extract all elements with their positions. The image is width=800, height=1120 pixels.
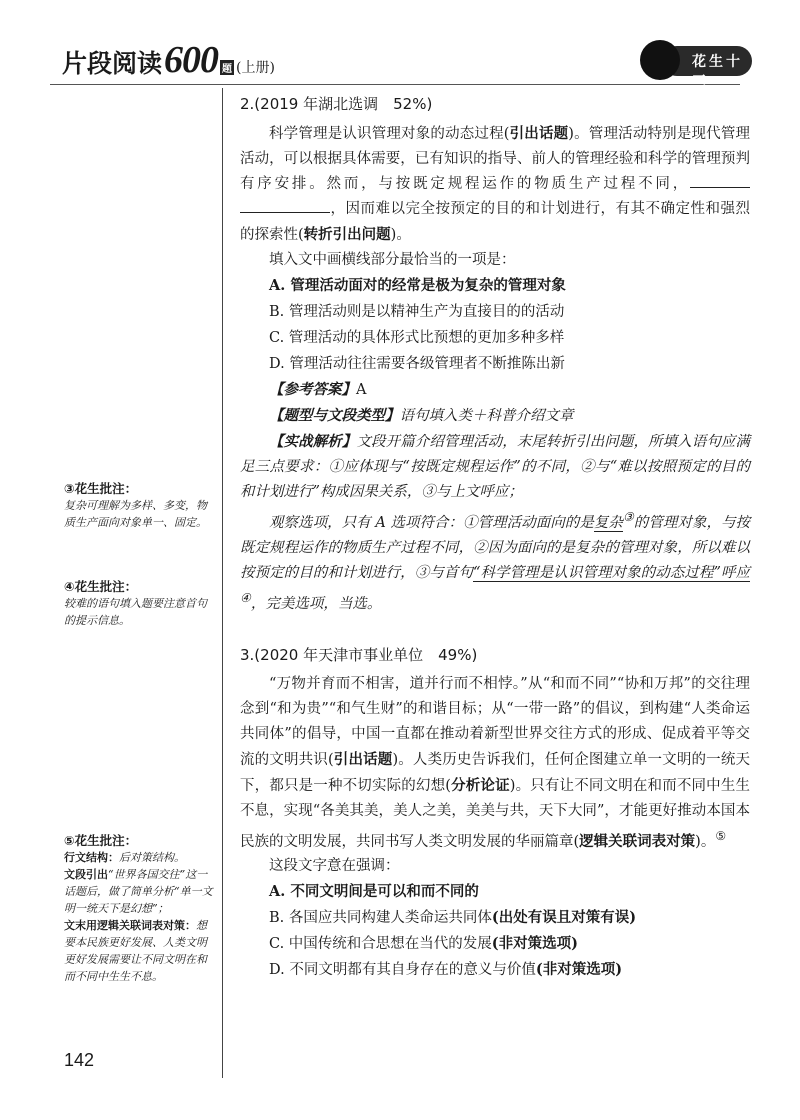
q2-option-d: D. 管理活动往往需要各级管理者不断推陈出新 [269,356,565,372]
book-title-main: 片段阅读 [62,49,163,78]
side-note-5-body [64,849,214,985]
side-note-5-title: ⑤花生批注： [64,833,138,848]
side-note-5-l3: 想要本民族更好发展、人类文明更好发展需要让不同文明在和而不同中生生不息。 [64,919,207,983]
q2-obs-a: 观察选项，只有 A 选项符合：①管理活动面向的是 [269,514,594,531]
q2-analysis-text: 文段开篇介绍管理活动，末尾转折引出问题，所填入语句应满足三点要求：①应体现与“按既定规程运作”的不同，②与“难以按照预定的目的和计划进行”构成因果关系，③与上文呼应； [240,434,750,500]
q2-analysis-label: 【实战解析】 [269,433,357,450]
q2-answer [240,377,750,403]
side-note-4 [64,578,214,629]
peanut-logo-icon [640,40,680,80]
book-volume: (上册) [236,60,275,76]
q3-option-d-note: (非对策选项) [535,961,623,979]
main-column [240,92,750,983]
side-note-5-l2-bold: 文段引出 [64,868,108,881]
q3-option-c-note: (非对策选项) [491,935,579,953]
side-note-5-l1-bold: 行文结构： [64,851,119,864]
q3-passage-a: “万物并育而不相害，道并行而不相悖。”从“和而不同”“协和万邦”的交往理念到“和为贵”“和气生财”的和谐目标；从“一带一路”的倡议，到构建“人类命运共同体”的倡导，中国一直都在推动着新型世界交往方式的形成、促成着平等交流的文明共识( [240,675,750,768]
q3-passage [240,672,750,855]
q2-type-label: 【题型与文段类型】 [269,407,400,424]
q2-passage-b: )。管理活动特别是现代管理活动，可以根据具体需要，已有知识的指导、前人的管理经验和科学的管理预判有序安排。然而，与按既定规程运作的物质生产过程不同， [240,126,751,192]
brand-badge [640,40,756,90]
q2-option-c: C. 管理活动的具体形式比预想的更加多种多样 [269,330,565,346]
q2-passage-d: )。 [390,227,411,243]
side-note-3-title: ③花生批注： [64,481,138,496]
q3-option-d-text: D. 不同文明都有其自身存在的意义与价值 [269,962,536,979]
q2-obs-b: 的管理对象，与按既定规程运作的物质生产过程不同，②因为面向的是复杂的管理对象，所以难以按预定的目的和计划进行，③与首句 [240,514,751,581]
q3-passage-c: )。只有让不同文明在和而不同中生生不息，实现“各美其美，美人之美，美美与共，天下大同”，才能更好推动本国本民族的文明发展，共同书写人类文明发展的华丽篇章( [240,777,751,850]
q3-option-c-text: C. 中国传统和合思想在当代的发展 [269,936,492,953]
q2-tag-topic: 引出话题 [509,125,569,142]
book-title-ti: 题 [220,60,234,75]
section-gap [240,617,750,643]
q3-passage-b: )。人类历史告诉我们，任何企图建立单一文明的一统天下，都只是一种不切实际的幻想( [240,751,750,794]
q2-blank-line-1 [690,173,750,188]
book-title [62,38,275,82]
book-title-number: 600 [164,39,219,81]
q3-option-c [240,931,750,957]
q3-option-b-note: (出处有误且对策有误) [491,909,637,927]
note-ref-5: ⑤ [715,828,727,843]
q2-tag-problem: 转折引出问题 [303,226,391,243]
side-note-3 [64,480,214,531]
q3-option-d [240,957,750,983]
q2-option-a: A. 管理活动面对的经常是极为复杂的管理对象 [269,277,566,294]
q3-tag-topic: 引出话题 [333,750,393,768]
q2-passage [240,121,750,248]
q3-passage-d: )。 [695,833,716,850]
q3-prompt: 这段文字意在强调： [269,858,400,875]
side-note-5-l2: “世界各国交往”这一话题后，做了简单分析“单一文明一统天下是幻想”； [64,868,213,915]
q3-option-b [240,905,750,931]
side-note-5 [64,832,214,985]
q2-answer-value: A [356,382,367,398]
q2-observation [240,505,750,617]
side-note-5-l1: 后对策结构。 [119,851,185,864]
q3-tag-analysis: 分析论证 [450,776,510,794]
side-note-5-l3-bold: 文末用逻辑关联词表对策： [64,919,196,932]
q3-tag-countermeasure: 逻辑关联词表对策 [579,832,696,850]
q2-heading: 2.(2019 年湖北选调 52%) [240,95,433,113]
q2-prompt: 填入文中画横线部分最恰当的一项是： [269,252,516,268]
q2-passage-a: 科学管理是认识管理对象的动态过程( [269,126,510,142]
badge-text: 花生十三 [692,54,743,90]
q3-option-a-text: A. 不同文明间是可以和而不同的 [269,883,479,901]
q2-obs-underline-2: “科学管理是认识管理对象的动态过程”呼应 [473,564,751,581]
note-ref-3: ③ [622,510,634,524]
q3-heading: 3.(2020 年天津市事业单位 49%) [240,645,478,664]
note-ref-4: ④ [240,590,251,605]
q2-analysis [240,429,750,505]
q2-passage-c: ，因而难以完全按预定的目的和计划进行，有其不确定性和强烈的探索性( [240,201,750,243]
q2-obs-c: ，完美选项，当选。 [250,595,382,612]
q2-type [240,403,750,429]
q3-option-a [240,879,750,905]
q2-answer-label: 【参考答案】 [269,381,356,398]
header-rule [50,84,740,85]
q3-option-b-text: B. 各国应共同构建人类命运共同体 [269,910,492,927]
side-note-4-title: ④花生批注： [64,579,138,594]
q2-obs-underline-1: 复杂 [593,514,623,531]
q2-blank-line-2 [240,198,330,213]
q2-option-b: B. 管理活动则是以精神生产为直接目的的活动 [269,304,565,320]
margin-divider [222,88,223,1078]
side-note-4-body: 较难的语句填入题要注意首句的提示信息。 [64,597,207,627]
page-number: 142 [64,1050,95,1070]
side-note-3-body: 复杂可理解为多样、多变，物质生产面向对象单一、固定。 [64,499,207,529]
q2-type-value: 语句填入类＋科普介绍文章 [399,408,574,424]
